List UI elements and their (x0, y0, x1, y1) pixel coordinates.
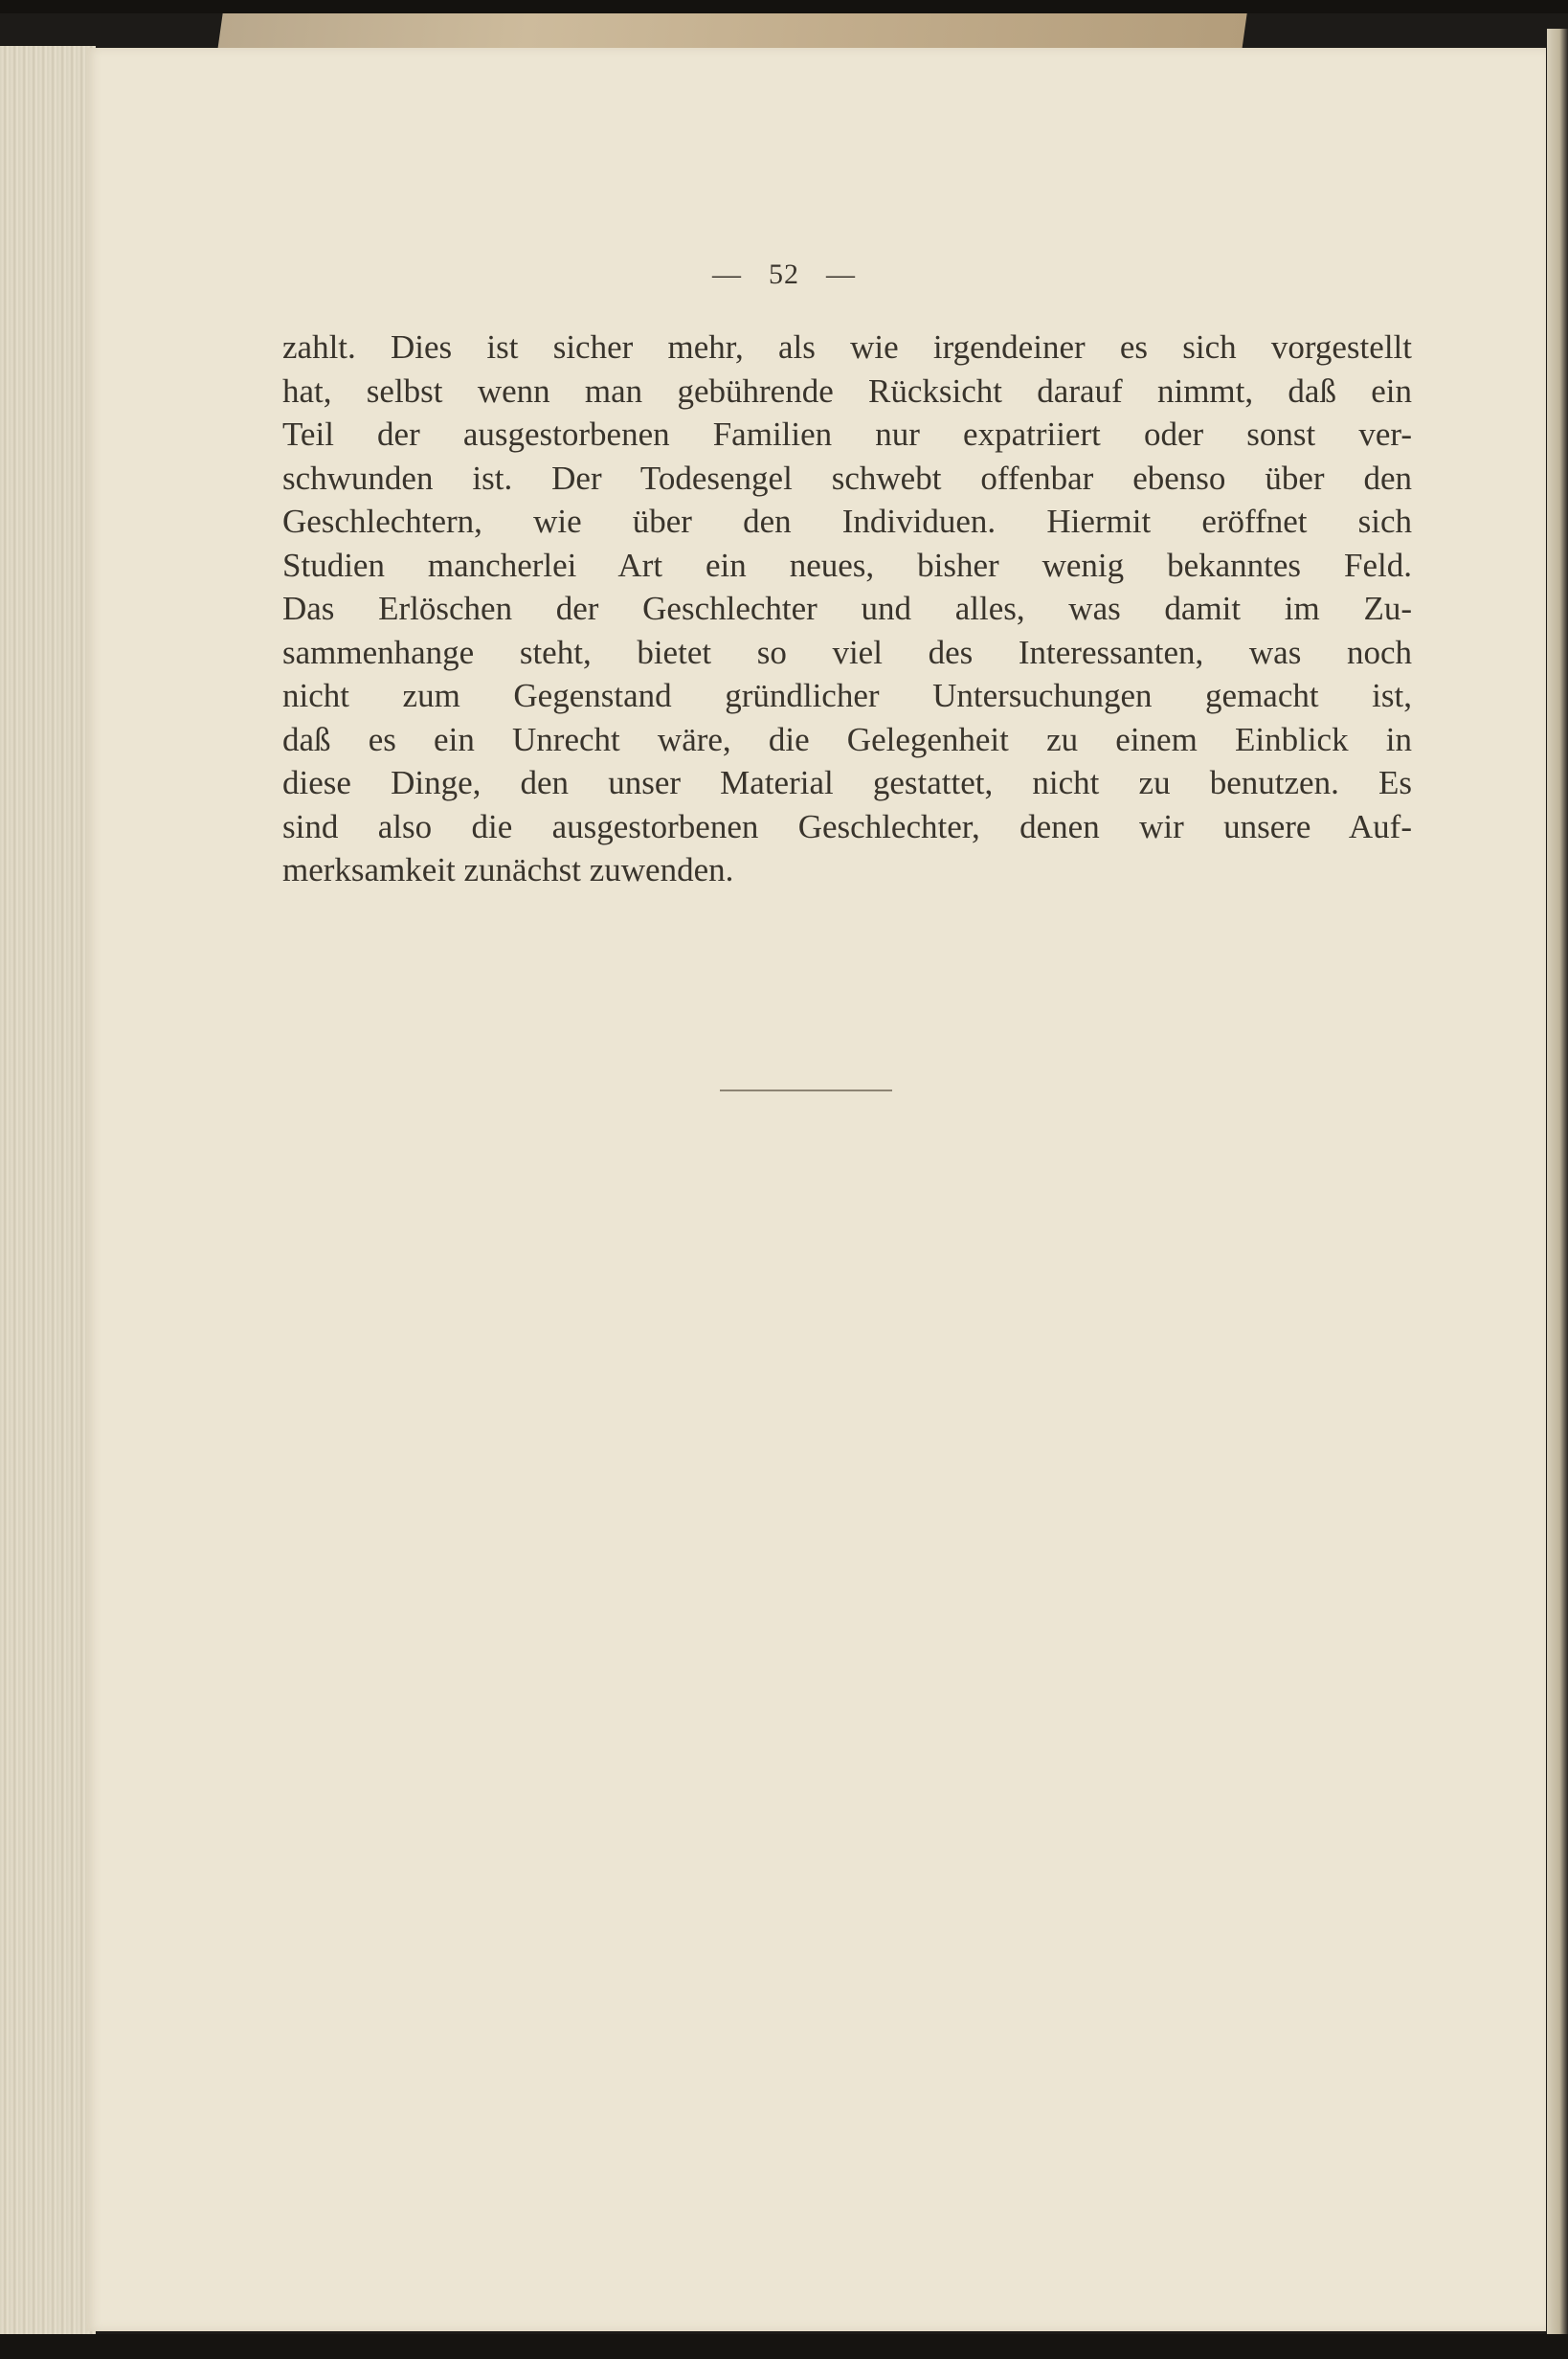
text-line: Teil der ausgestorbenen Familien nur expatriiert oder sonst ver- (282, 416, 1412, 453)
scan-background-bottom (0, 2334, 1568, 2359)
page-edge-right (1547, 29, 1568, 2336)
text-line: daß es ein Unrecht wäre, die Gelegenheit zu einem Einblick in (282, 720, 1412, 758)
binding-strip (217, 13, 1246, 50)
page-number-dash-left: — (712, 258, 742, 290)
text-line: sammenhange steht, bietet so viel des Interessanten, was noch (282, 633, 1412, 671)
page-number: 52 (769, 258, 799, 290)
text-line: nicht zum Gegenstand gründlicher Untersuchungen gemacht ist, (282, 677, 1412, 714)
text-line: Das Erlöschen der Geschlechter und alles, was damit im Zu- (282, 590, 1412, 627)
text-line: Studien mancherlei Art ein neues, bisher wenig bekanntes Feld. (282, 546, 1412, 584)
scan-background-top (0, 0, 1568, 13)
text-line: hat, selbst wenn man gebührende Rücksicht darauf nimmt, daß ein (282, 371, 1412, 410)
text-line: merksamkeit zunächst zuwenden. (282, 851, 734, 888)
text-line: zahlt. Dies ist sicher mehr, als wie irgendeiner es sich vorgestellt (282, 328, 1412, 366)
section-end-rule (720, 1090, 892, 1091)
page-number-header (0, 258, 1568, 291)
body-paragraph (282, 326, 1412, 892)
text-line: diese Dinge, den unser Material gestattet, nicht zu benutzen. Es (282, 764, 1412, 801)
text-line: Geschlechtern, wie über den Individuen. Hiermit eröffnet sich (282, 503, 1412, 540)
text-line: schwunden ist. Der Todesengel schwebt offenbar ebenso über den (282, 459, 1412, 497)
page-number-dash-right: — (826, 258, 856, 290)
page-edges-left (0, 46, 96, 2334)
text-line: sind also die ausgestorbenen Geschlechter, denen wir unsere Auf- (282, 807, 1412, 845)
